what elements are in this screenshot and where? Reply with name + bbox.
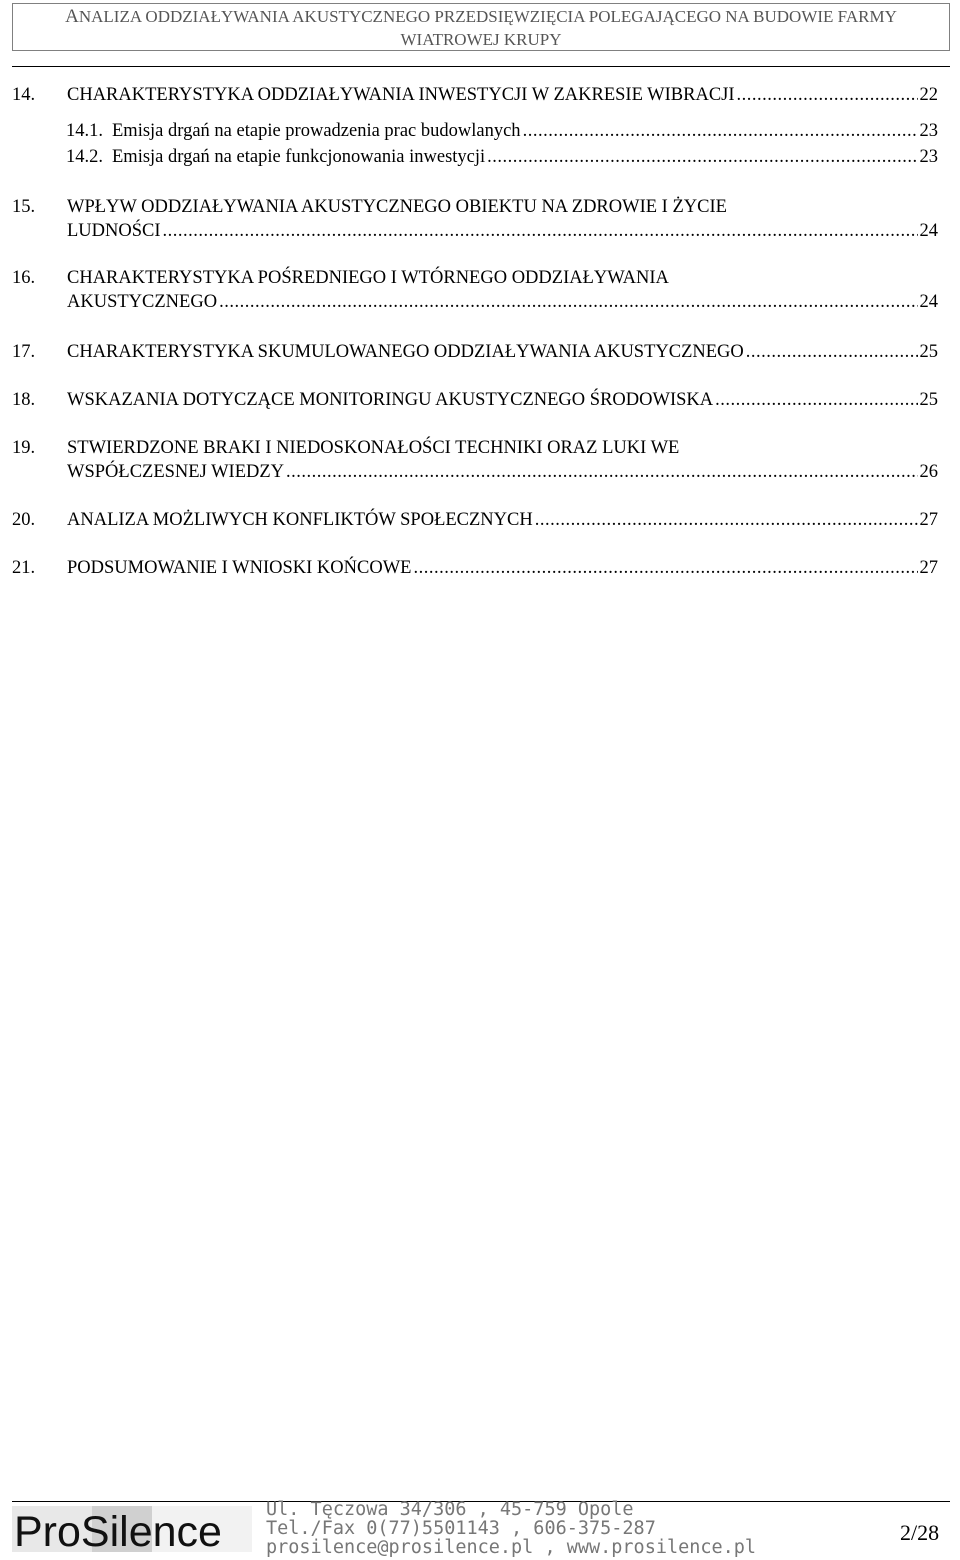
toc-line: [67, 556, 938, 580]
toc-leader-dots: [163, 219, 918, 243]
footer-address: Ul. Tęczowa 34/306 , 45-759 Opole: [266, 1499, 634, 1520]
toc-leader-dots: [535, 508, 918, 532]
toc-page: 25: [919, 390, 938, 410]
toc-leader-dots: [715, 388, 917, 412]
toc-line: [112, 145, 938, 169]
header-title-rest: NALIZA ODDZIAŁYWANIA AKUSTYCZNEGO PRZEDSIĘWZIĘCIA POLEGAJĄCEGO NA BUDOWIE FARMY: [78, 7, 897, 26]
toc-title: CHARAKTERYSTYKA POŚREDNIEGO I WTÓRNEGO ODDZIAŁYWANIA: [67, 268, 669, 288]
toc-page: 23: [919, 147, 938, 167]
footer-contact: [266, 1500, 756, 1557]
toc-line: [67, 83, 938, 107]
toc-title: WPŁYW ODDZIAŁYWANIA AKUSTYCZNEGO OBIEKTU NA ZDROWIE I ŻYCIE: [67, 197, 727, 217]
toc-title-cont: LUDNOŚCI: [67, 221, 161, 241]
toc-line: [67, 340, 938, 364]
toc-page: 25: [919, 342, 938, 362]
footer-email-web[interactable]: prosilence@prosilence.pl , www.prosilence.pl: [266, 1537, 757, 1558]
toc-line: [67, 290, 938, 314]
header-rule: [12, 66, 950, 67]
prosilence-logo: [12, 1504, 252, 1554]
toc-title: Emisja drgań na etapie prowadzenia prac budowlanych: [112, 121, 521, 141]
header-title-line2: WIATROWEJ KRUPY: [400, 30, 562, 49]
footer-phone: Tel./Fax 0(77)5501143 , 606-375-287: [266, 1518, 656, 1539]
toc-leader-dots: [746, 340, 918, 364]
toc-line: [67, 388, 938, 412]
header-title-initial: A: [65, 6, 79, 27]
toc-title: STWIERDZONE BRAKI I NIEDOSKONAŁOŚCI TECHNIKI ORAZ LUKI WE: [67, 438, 680, 458]
toc-line: [67, 460, 938, 484]
toc-leader-dots: [487, 145, 917, 169]
toc-title: WSKAZANIA DOTYCZĄCE MONITORINGU AKUSTYCZNEGO ŚRODOWISKA: [67, 390, 714, 410]
toc-line: [67, 219, 938, 243]
toc-number: 15.: [12, 197, 36, 217]
toc-leader-dots: [413, 556, 917, 580]
toc-number: 21.: [12, 558, 36, 578]
page-number: 2/28: [900, 1520, 940, 1545]
toc-title: CHARAKTERYSTYKA ODDZIAŁYWANIA INWESTYCJI W ZAKRESIE WIBRACJI: [67, 85, 735, 105]
toc-line: [67, 508, 938, 532]
toc-page: 23: [919, 121, 938, 141]
toc-title: ANALIZA MOŻLIWYCH KONFLIKTÓW SPOŁECZNYCH: [67, 510, 533, 530]
toc-leader-dots: [737, 83, 918, 107]
toc-number: 18.: [12, 390, 36, 410]
toc-page: 27: [919, 510, 938, 530]
toc-leader-dots: [219, 290, 917, 314]
toc-line: [112, 119, 938, 143]
running-header: [12, 3, 950, 51]
toc-title-cont: WSPÓŁCZESNEJ WIEDZY: [67, 462, 285, 482]
toc-page: 27: [919, 558, 938, 578]
toc-title: Emisja drgań na etapie funkcjonowania inwestycji: [112, 147, 486, 167]
toc-page: 26: [919, 462, 938, 482]
header-title-line1: [13, 5, 949, 28]
logo-text: ProSilence: [14, 1508, 222, 1554]
toc-title: PODSUMOWANIE I WNIOSKI KOŃCOWE: [67, 558, 412, 578]
toc-number: 17.: [12, 342, 36, 362]
toc-number: 14.: [12, 85, 36, 105]
toc-number: 19.: [12, 438, 36, 458]
toc-leader-dots: [523, 119, 918, 143]
toc-number: 14.2.: [66, 147, 103, 167]
toc-page: 22: [919, 85, 938, 105]
toc-number: 14.1.: [66, 121, 103, 141]
toc-page: 24: [919, 221, 938, 241]
toc-title-cont: AKUSTYCZNEGO: [67, 292, 218, 312]
toc-number: 20.: [12, 510, 36, 530]
toc-number: 16.: [12, 268, 36, 288]
toc-title: CHARAKTERYSTYKA SKUMULOWANEGO ODDZIAŁYWANIA AKUSTYCZNEGO: [67, 342, 744, 362]
toc-leader-dots: [286, 460, 917, 484]
toc-page: 24: [919, 292, 938, 312]
